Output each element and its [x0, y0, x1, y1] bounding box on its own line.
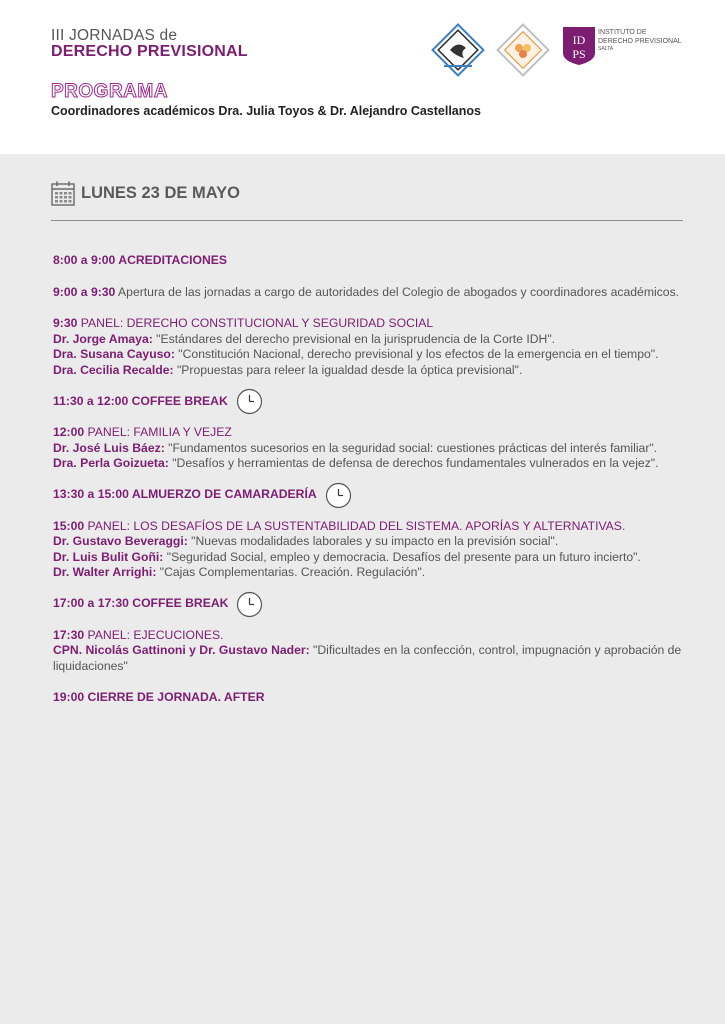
talk-title: "Cajas Complementarias. Creación. Regulación".	[156, 565, 426, 579]
talk-title: "Nuevas modalidades laborales y su impacto en la previsión social".	[187, 534, 559, 548]
schedule-item-cierre	[53, 690, 687, 706]
talk-title: "Constitución Nacional, derecho previsional y los efectos de la emergencia en el tiempo".	[174, 347, 659, 361]
page-header	[0, 0, 725, 154]
idps-letters-bottom: PS	[572, 47, 586, 61]
clock-icon	[236, 388, 263, 415]
clock-icon	[236, 591, 263, 618]
talk-title: "Fundamentos sucesorios en la seguridad social: cuestiones prácticas del interés familiar".	[164, 440, 658, 455]
idps-text-line3: SALTA	[598, 46, 614, 52]
talk-title: "Propuestas para releer la igualdad desde la óptica previsional".	[173, 362, 523, 377]
almuerzo-text: 13:30 a 15:00 ALMUERZO DE CAMARADERÍA	[53, 487, 317, 502]
speaker-name: Dr. Gustavo Beveraggi:	[53, 534, 188, 548]
panel2-time: 12:00	[53, 425, 85, 439]
speaker-name: Dra. Perla Goizueta:	[53, 456, 169, 470]
panel1-title: PANEL: DERECHO CONSTITUCIONAL Y SEGURIDAD SOCIAL	[77, 316, 434, 330]
speaker-name: CPN. Nicolás Gattinoni y Dr. Gustavo Nader:	[53, 643, 310, 657]
speaker-name: Dra. Susana Cayuso:	[53, 347, 175, 361]
schedule-item-apertura	[53, 285, 687, 301]
schedule-item-panel-constitucional	[53, 316, 687, 378]
panel3-time: 15:00	[53, 518, 85, 533]
panel4-time: 17:30	[53, 627, 85, 642]
day-title: LUNES 23 DE MAYO	[81, 184, 240, 202]
talk-title: "Seguridad Social, empleo y democracia. Desafíos del presente para un futuro incierto".	[163, 549, 641, 564]
schedule-item-acreditaciones	[53, 253, 687, 269]
idps-logo-text	[598, 28, 682, 52]
schedule-item-panel-familia	[53, 425, 687, 472]
schedule-item-coffee-break-2	[53, 591, 687, 618]
coffee-break-text: 17:00 a 17:30 COFFEE BREAK	[53, 596, 229, 611]
apertura-time: 9:00 a 9:30	[53, 284, 116, 299]
coordinators-text: Coordinadores académicos Dra. Julia Toyos & Dr. Alejandro Castellanos	[51, 104, 481, 118]
talk-title: "Desafíos y herramientas de defensa de derechos fundamentales vulnerados en la vejez".	[168, 456, 659, 470]
speaker-name: Dra. Cecilia Recalde:	[53, 362, 174, 377]
second-institution-logo	[495, 22, 551, 78]
schedule-item-coffee-break-1	[53, 388, 687, 415]
event-title-line2: DERECHO PREVISIONAL	[51, 43, 248, 60]
schedule-item-panel-sustentabilidad	[53, 519, 687, 581]
panel2-title: PANEL: FAMILIA Y VEJEZ	[84, 425, 232, 439]
speaker-name: Dr. Walter Arrighi:	[53, 565, 157, 579]
schedule	[53, 253, 687, 722]
panel3-title: PANEL: LOS DESAFÍOS DE LA SUSTENTABILIDAD DEL SISTEMA. APORÍAS Y ALTERNATIVAS.	[84, 518, 626, 533]
speaker-name: Dr. Luis Bulit Goñi:	[53, 549, 164, 564]
talk-title: "Estándares del derecho previsional en la jurisprudencia de la Corte IDH".	[152, 331, 556, 346]
apertura-text: Apertura de las jornadas a cargo de autoridades del Colegio de abogados y coordinadores académicos.	[115, 284, 680, 299]
speaker-name: Dr. José Luis Báez:	[53, 440, 165, 455]
clock-icon	[325, 482, 352, 509]
speaker-name: Dr. Jorge Amaya:	[53, 331, 153, 346]
panel4-title: PANEL: EJECUCIONES.	[84, 627, 224, 642]
divider	[51, 220, 683, 221]
coffee-break-text: 11:30 a 12:00 COFFEE BREAK	[53, 393, 228, 408]
acreditaciones-text: 8:00 a 9:00 ACREDITACIONES	[53, 253, 228, 267]
panel1-time: 9:30	[53, 316, 78, 330]
schedule-item-almuerzo	[53, 482, 687, 509]
programa-heading: PROGRAMA	[51, 81, 168, 102]
calendar-icon	[51, 181, 75, 206]
colegio-abogados-logo	[430, 22, 486, 78]
idps-logo-mark	[561, 25, 597, 67]
event-title-line1: III JORNADAS de	[51, 27, 178, 44]
cierre-text: 19:00 CIERRE DE JORNADA. AFTER	[53, 690, 265, 704]
idps-letters-top: ID	[572, 33, 586, 47]
idps-text-line1: INSTITUTO DE	[598, 29, 647, 36]
schedule-item-panel-ejecuciones	[53, 628, 687, 675]
talk-title: "Dificultades en la confección, control, impugnación y aprobación de liquidaciones"	[53, 643, 682, 673]
idps-text-line2: DERECHO PREVISIONAL	[598, 38, 682, 45]
